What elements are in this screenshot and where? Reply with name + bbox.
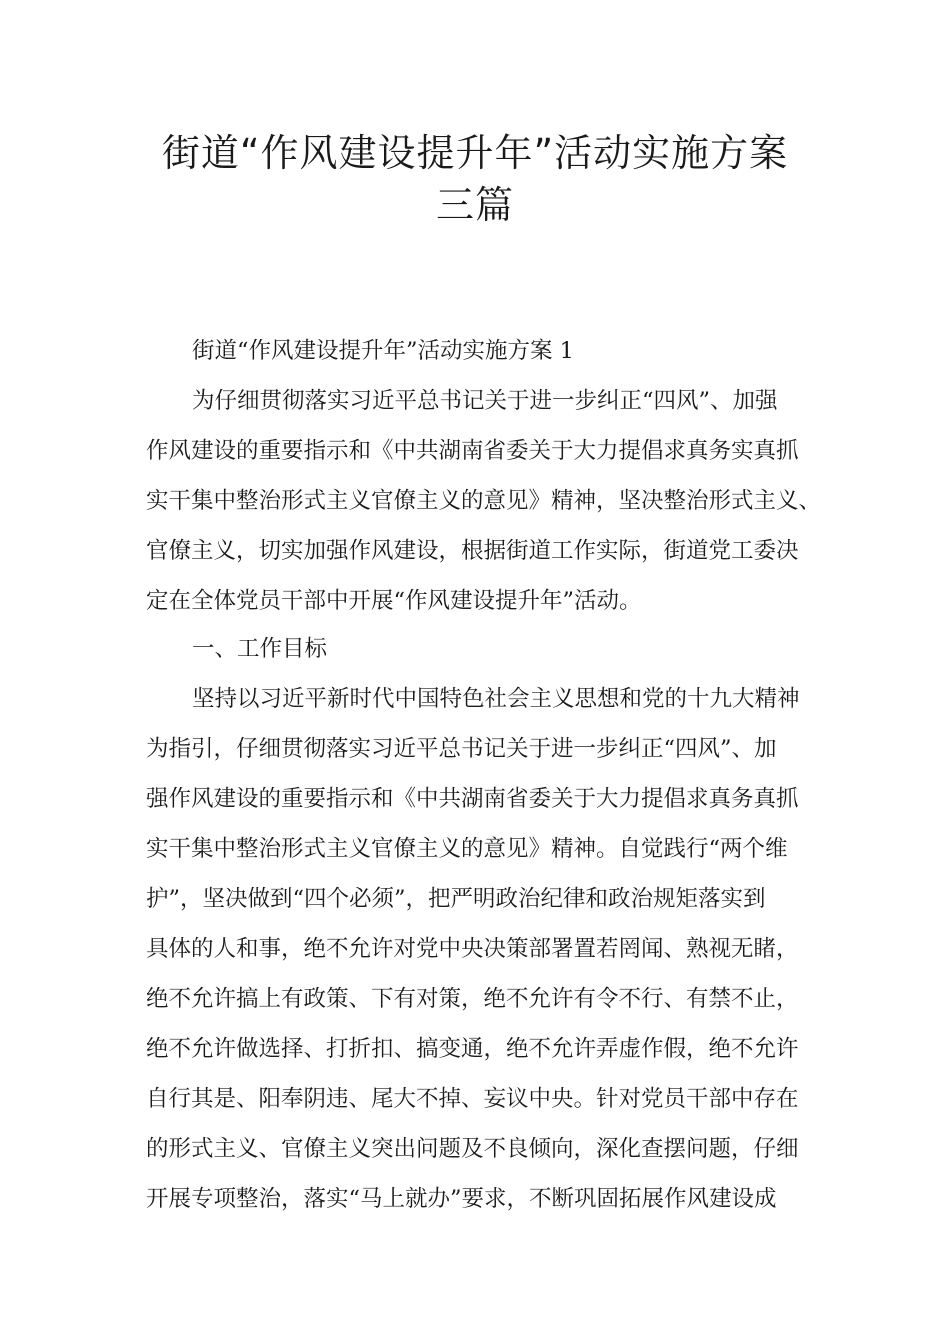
paragraph-line: 实干集中整治形式主义官僚主义的意见》精神，坚决整治形式主义、 [146,488,822,514]
paragraph-line: 实干集中整治形式主义官僚主义的意见》精神。自觉践行“两个维 [146,836,788,862]
paragraph-line: 具体的人和事，绝不允许对党中央决策部署置若罔闻、熟视无睹， [146,936,799,962]
section-heading: 一、工作目标 [192,636,328,662]
paragraph-line: 为仔细贯彻落实习近平总书记关于进一步纠正“四风”、加强 [192,388,778,414]
section-heading: 街道“作风建设提升年”活动实施方案 1 [192,338,574,364]
paragraph-line: 强作风建设的重要指示和《中共湖南省委关于大力提倡求真务真抓 [146,786,799,812]
document-title-line-2: 三篇 [435,183,514,227]
paragraph-line: 护”，坚决做到“四个必须”，把严明政治纪律和政治规矩落实到 [146,886,766,912]
paragraph-line: 绝不允许搞上有政策、下有对策，绝不允许有令不行、有禁不止， [146,986,799,1012]
paragraph-line: 官僚主义，切实加强作风建设，根据街道工作实际，街道党工委决 [146,538,799,564]
paragraph-line: 定在全体党员干部中开展“作风建设提升年”活动。 [146,588,642,614]
paragraph-line: 自行其是、阳奉阴违、尾大不掉、妄议中央。针对党员干部中存在 [146,1086,799,1112]
document-title-line-1: 街道“作风建设提升年”活动实施方案 [161,131,789,175]
paragraph-line: 为指引，仔细贯彻落实习近平总书记关于进一步纠正“四风”、加 [146,736,777,762]
paragraph-line: 作风建设的重要指示和《中共湖南省委关于大力提倡求真务实真抓 [146,438,799,464]
paragraph-line: 的形式主义、官僚主义突出问题及不良倾向，深化查摆问题，仔细 [146,1136,799,1162]
paragraph-line: 绝不允许做选择、打折扣、搞变通，绝不允许弄虚作假，绝不允许 [146,1036,799,1062]
paragraph-line: 坚持以习近平新时代中国特色社会主义思想和党的十九大精神 [192,686,800,712]
paragraph-line: 开展专项整治，落实“马上就办”要求，不断巩固拓展作风建设成 [146,1186,777,1212]
